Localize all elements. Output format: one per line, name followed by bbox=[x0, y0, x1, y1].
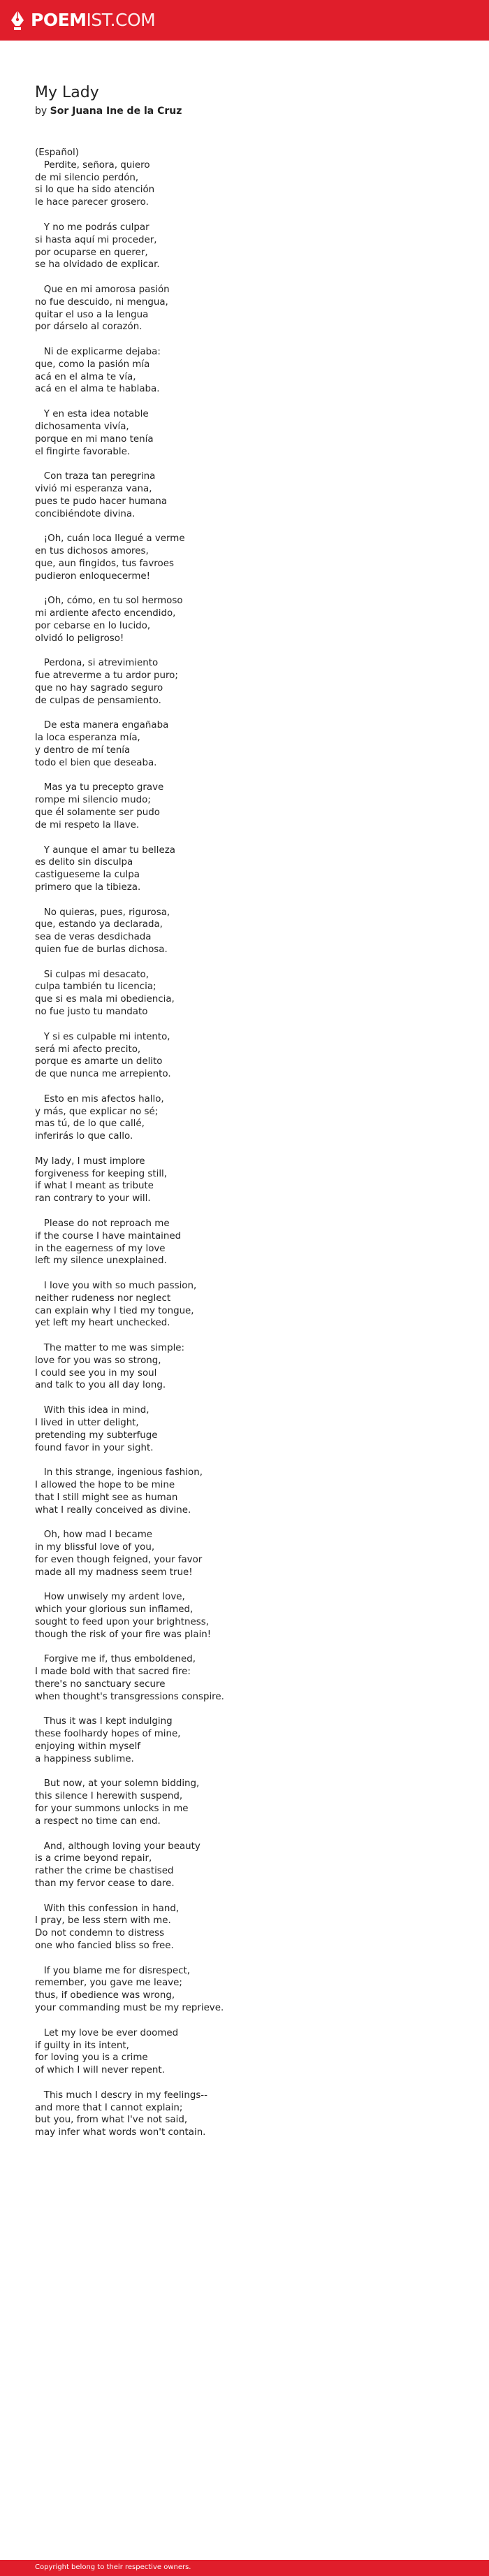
logo-text-bold: POEM bbox=[31, 10, 87, 30]
site-header bbox=[0, 0, 489, 41]
site-footer bbox=[0, 2560, 489, 2576]
quill-pen-nib-icon bbox=[10, 10, 25, 31]
poem-text: (Español) Perdite, señora, quiero de mi silencio perdón, si lo que ha sido atención le hace parecer grosero. Y no me podrás culpar si hasta aquí mi proceder, por ocuparse en querer, se ha olvidado de explicar. Que en mi amorosa pasión no fue descuido, ni mengua, quitar el uso a la lengua por dárselo al corazón. Ni de explicarme dejaba: que, como la pasión mía acá en el alma te vía, acá en el alma te hablaba. Y en esta idea notable dichosamenta vivía, porque en mi mano tenía el fingirte favorable. Con traza tan peregrina vivió mi esperanza vana, pues te pudo hacer humana concibiéndote divina. ¡Oh, cuán loca llegué a verme en tus dichosos amores, que, aun fingidos, tus favroes pudieron enloquecerme! ¡Oh, cómo, en tu sol hermoso mi ardiente afecto encendido, por cebarse en lo lucido, olvidó lo peligroso! Perdona, si atrevimiento fue atreverme a tu ardor puro; que no hay sagrado seguro de culpas de pensamiento. De esta manera engañaba la loca esperanza mía, y dentro de mí tenía todo el bien que deseaba. Mas ya tu precepto grave rompe mi silencio mudo; que él solamente ser pudo de mi respeto la llave. Y aunque el amar tu belleza es delito sin disculpa castigueseme la culpa primero que la tibieza. No quieras, pues, rigurosa, que, estando ya declarada, sea de veras desdichada quien fue de burlas dichosa. Si culpas mi desacato, culpa también tu licencia; que si es mala mi obediencia, no fue justo tu mandato Y si es culpable mi intento, será mi afecto precito, porque es amarte un delito de que nunca me arrepiento. Esto en mis afectos hallo, y más, que explicar no sé; mas tú, de lo que callé, inferirás lo que callo. My lady, I must implore forgiveness for keeping still, if what I meant as tribute ran contrary to your will. Please do not reproach me if the course I have maintained in the eagerness of my love left my silence unexplained. I love you with so much passion, neither rudeness nor neglect can explain why I tied my tongue, yet left my heart unchecked. The matter to me was simple: love for you was so strong, I could see you in my soul and talk to you all day long. With this idea in mind, I lived in utter delight, pretending my subterfuge found favor in your sight. In this strange, ingenious fashion, I allowed the hope to be mine that I still might see as human what I really conceived as divine. Oh, how mad I became in my blissful love of you, for even though feigned, your favor made all my madness seem true! How unwisely my ardent love, which your glorious sun inflamed, sought to feed upon your brightness, though the risk of your fire was plain! Forgive me if, thus emboldened, I made bold with that sacred fire: there's no sanctuary secure when thought's transgressions conspire. Thus it was I kept indulging these foolhardy hopes of mine, enjoying within myself a happiness sublime. But now, at your solemn bidding, this silence I herewith suspend, for your summons unlocks in me a respect no time can end. And, although loving your beauty is a crime beyond repair, rather the crime be chastised than my fervor cease to dare. With this confession in hand, I pray, be less stern with me. Do not condemn to distress one who fancied bliss so free. If you blame me for disrespect, remember, you gave me leave; thus, if obedience was wrong, your commanding must be my reprieve. Let my love be ever doomed if guilty in its intent, for loving you is a crime of which I will never repent. This much I descry in my feelings-- and more that I cannot explain; but you, from what I've not said, may infer what words won't contain. bbox=[35, 147, 224, 2138]
footer-copyright: Copyright belong to their respective owners. bbox=[35, 2563, 191, 2571]
poem-content bbox=[35, 84, 454, 2139]
site-logo-text bbox=[31, 10, 155, 31]
by-label: by bbox=[35, 106, 50, 117]
site-logo-link[interactable] bbox=[10, 10, 155, 31]
author-link[interactable]: Sor Juana Ine de la Cruz bbox=[50, 106, 182, 117]
poem-byline bbox=[35, 105, 454, 117]
poem-title: My Lady bbox=[35, 84, 99, 101]
logo-text-light: IST.COM bbox=[86, 10, 156, 30]
